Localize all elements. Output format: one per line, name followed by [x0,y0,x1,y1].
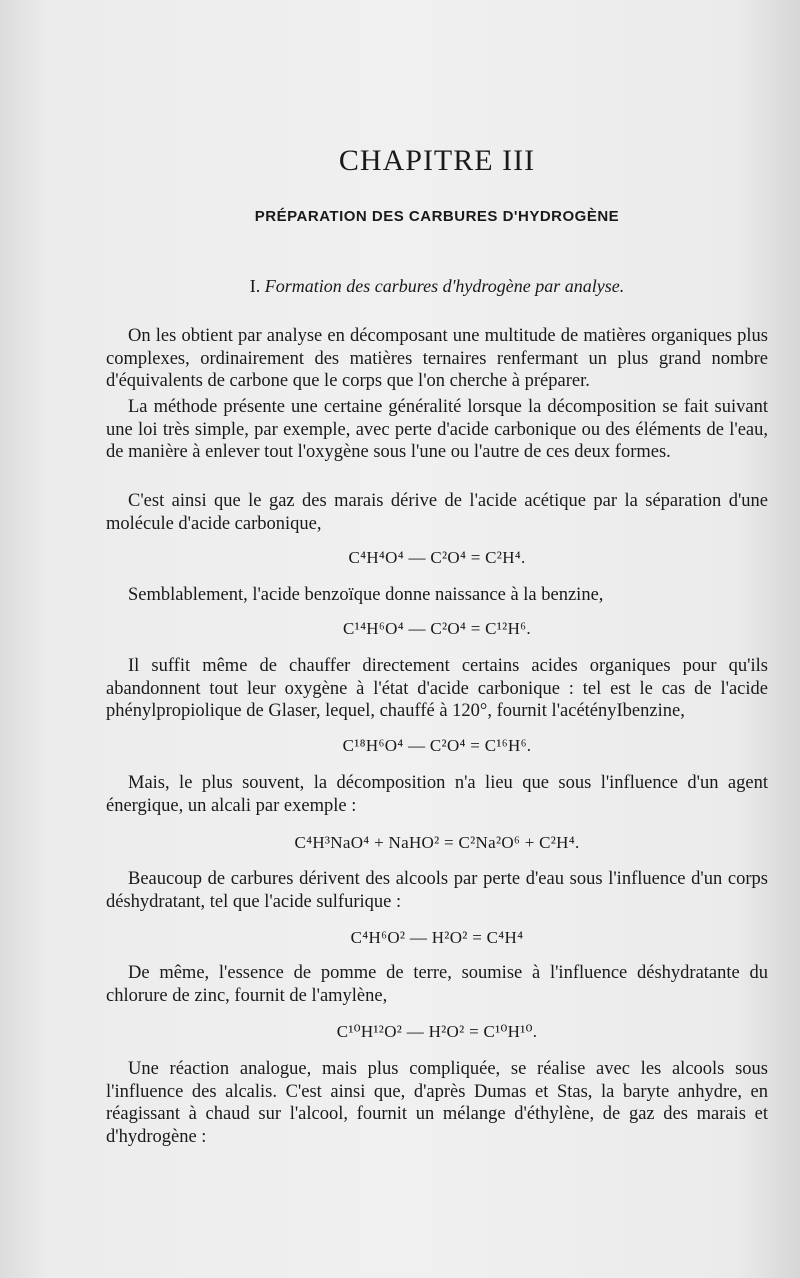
equation-2: C¹⁴H⁶O⁴ — C²O⁴ = C¹²H⁶. [343,619,531,638]
subsection-title: Formation des carbures d'hydrogène par analyse. [264,276,625,296]
subsection-number: I. [249,276,261,296]
paragraph-2: La méthode présente une certaine généralité lorsque la décomposition se fait suivant une loi très simple, par exemple, avec perte d'acide carbonique ou des éléments de l'eau, de manière à enlever tout l'oxygène sous l'une ou l'autre de ces deux formes. [106,397,768,462]
paragraph-7: Beaucoup de carbures dérivent des alcools par perte d'eau sous l'influence d'un corps déshydratant, tel que l'acide sulfurique : [106,869,768,912]
chapter-title: CHAPITRE III [338,144,536,177]
paragraph-3: C'est ainsi que le gaz des marais dérive de l'acide acétique par la séparation d'une molécule d'acide carbonique, [106,491,768,534]
equation-6: C¹⁰H¹²O² — H²O² = C¹⁰H¹⁰. [336,1022,538,1041]
subsection-heading [106,276,768,297]
section-title: PRÉPARATION DES CARBURES D'HYDROGÈNE [254,208,620,225]
paragraph-5: Il suffit même de chauffer directement certains acides organiques pour qu'ils abandonnent tout leur oxygène à l'état d'acide carbonique : tel est le cas de l'acide phénylpropiolique de Glaser, lequel, chauffé à 120°, fournit l'acétényIbenzine, [106,656,768,721]
equation-5: C⁴H⁶O² — H²O² = C⁴H⁴ [350,928,524,947]
paragraph-1: On les obtient par analyse en décomposant une multitude de matières organiques plus complexes, ordinairement des matières ternaires renfermant un plus grand nombre d'équivalents de carbone que le corps que l'on cherche à préparer. [106,326,768,391]
equation-1: C⁴H⁴O⁴ — C²O⁴ = C²H⁴. [348,548,526,567]
equation-4: C⁴H³NaO⁴ + NaHO² = C²Na²O⁶ + C²H⁴. [294,833,580,852]
paragraph-9: Une réaction analogue, mais plus compliquée, se réalise avec les alcools sous l'influence des alcalis. C'est ainsi que, d'après Dumas et Stas, la baryte anhydre, en réagissant à chaud sur l'alcool, fournit un mélange d'éthylène, de gaz des marais et d'hydrogène : [106,1059,768,1147]
paragraph-6: Mais, le plus souvent, la décomposition n'a lieu que sous l'influence d'un agent énergique, un alcali par exemple : [106,773,768,816]
equation-3: C¹⁸H⁶O⁴ — C²O⁴ = C¹⁶H⁶. [342,736,532,755]
paragraph-8: De même, l'essence de pomme de terre, soumise à l'influence déshydratante du chlorure de zinc, fournit de l'amylène, [106,963,768,1006]
paragraph-4: Semblablement, l'acide benzoïque donne naissance à la benzine, [128,585,604,605]
